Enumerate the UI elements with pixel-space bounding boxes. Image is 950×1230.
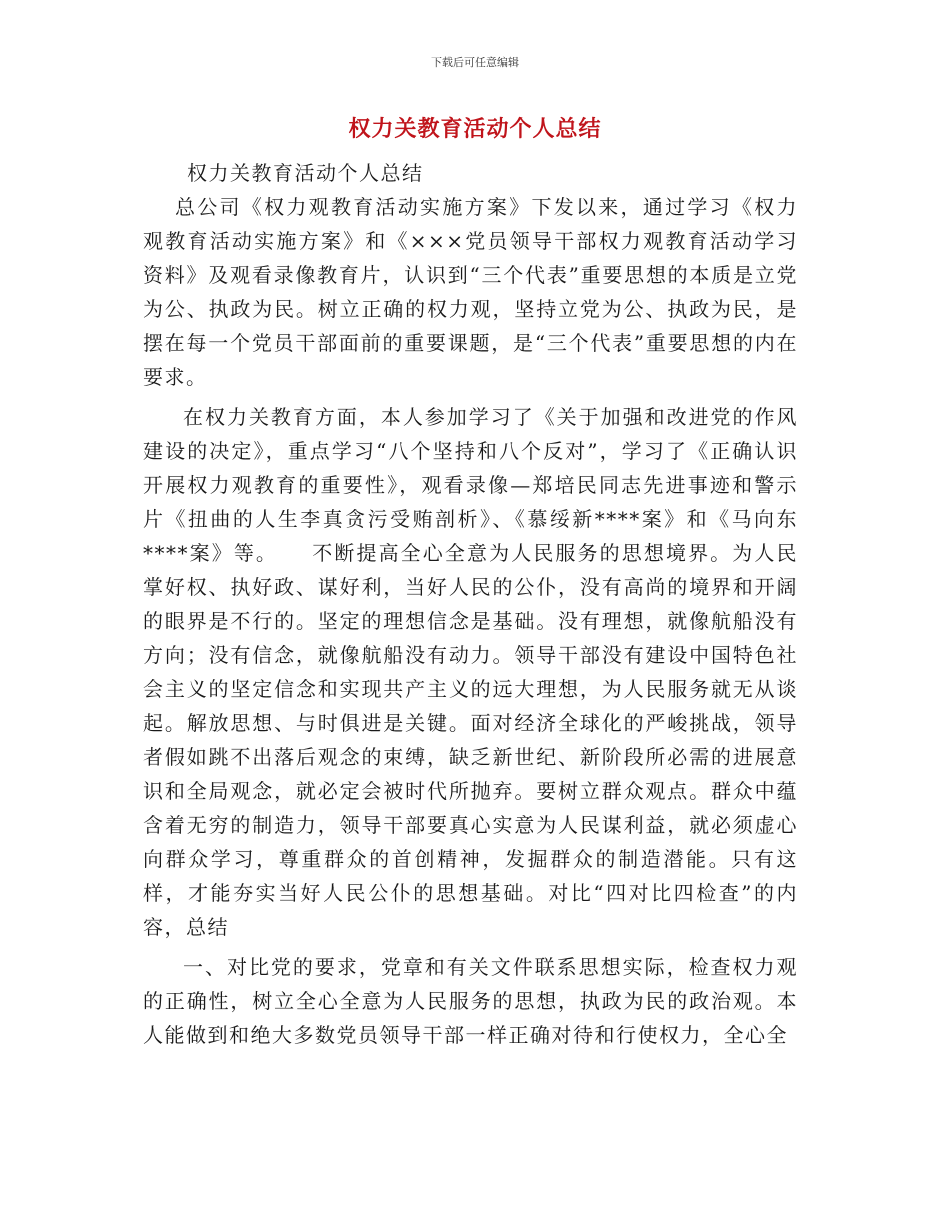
document-body: [143, 156, 798, 1052]
document-title: 权力关教育活动个人总结: [348, 117, 602, 142]
header-note: 下载后可任意编辑: [431, 56, 519, 69]
subtitle-paragraph: 权力关教育活动个人总结: [187, 161, 424, 185]
paragraph-intro: 总公司《权力观教育活动实施方案》下发以来，通过学习《权力观教育活动实施方案》和《×××党员领导干部权力观教育活动学习资料》及观看录像教育片，认识到“三个代表”重要思想的本质是立党为公、执政为民。树立正确的权力观，坚持立党为公、执政为民，是摆在每一个党员干部面前的重要课题，是“三个代表”重要思想的内在要求。: [143, 195, 798, 389]
paragraph-section-one: 一、对比党的要求，党章和有关文件联系思想实际，检查权力观的正确性，树立全心全意为人民服务的思想，执政为民的政治观。本人能做到和绝大多数党员领导干部一样正确对待和行使权力，全心全: [143, 955, 798, 1047]
paragraph-education: 在权力关教育方面，本人参加学习了《关于加强和改进党的作风建设的决定》，重点学习“八个坚持和八个反对”，学习了《正确认识开展权力观教育的重要性》，观看录像—郑培民同志先进事迹和警示片《扭曲的人生李真贪污受贿剖析》、《慕绥新****案》和《马向东****案》等。 不断提高全心全意为人民服务的思想境界。为人民掌好权、执好政、谋好利，当好人民的公仆，没有高尚的境界和开阔的眼界是不行的。坚定的理想信念是基础。没有理想，就像航船没有方向；没有信念，就像航船没有动力。领导干部没有建设中国特色社会主义的坚定信念和实现共产主义的远大理想，为人民服务就无从谈起。解放思想、与时俱进是关键。面对经济全球化的严峻挑战，领导者假如跳不出落后观念的束缚，缺乏新世纪、新阶段所必需的进展意识和全局观念，就必定会被时代所抛弃。要树立群众观点。群众中蕴含着无穷的制造力，领导干部要真心实意为人民谋利益，就必须虚心向群众学习，尊重群众的首创精神，发掘群众的制造潜能。只有这样，才能夯实当好人民公仆的思想基础。对比“四对比四检查”的内容，总结: [143, 405, 798, 939]
